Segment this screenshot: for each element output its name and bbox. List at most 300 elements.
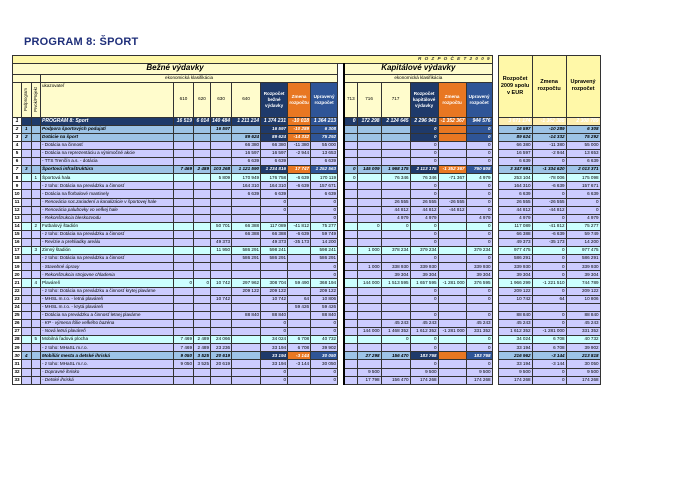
total-adjusted: 977 475 <box>566 247 600 255</box>
val-610 <box>174 174 194 182</box>
total-adjusted: 209 122 <box>566 287 600 295</box>
val-630 <box>211 368 232 376</box>
capital-budget: 379 234 <box>410 247 438 255</box>
capital-change: -1 281 000 <box>438 279 466 287</box>
val-620: 2 489 <box>194 166 211 174</box>
total-budget: 10 742 <box>498 295 532 303</box>
val-716 <box>357 182 381 190</box>
total-adjusted: 45 243 <box>566 319 600 327</box>
val-717 <box>381 149 410 157</box>
val-610 <box>174 311 194 319</box>
val-716 <box>357 198 381 206</box>
val-630 <box>211 303 232 311</box>
val-640 <box>232 303 261 311</box>
subprogram-number <box>22 368 32 376</box>
total-adjusted: 331 352 <box>566 328 600 336</box>
current-adjusted: 75 292 <box>311 133 338 141</box>
val-630 <box>211 328 232 336</box>
table-row <box>13 336 601 344</box>
capital-adjusted: 944 576 <box>466 117 492 125</box>
val-717 <box>381 239 410 247</box>
total-budget: 4 979 <box>498 214 532 222</box>
row-number: 24 <box>13 303 22 311</box>
val-620 <box>194 190 211 198</box>
subprogram-number <box>22 182 32 190</box>
current-adjusted: 157 671 <box>311 182 338 190</box>
val-640: 1 121 590 <box>232 166 261 174</box>
val-716: 145 009 <box>357 166 381 174</box>
total-change: 64 <box>532 295 566 303</box>
subprogram-number <box>22 190 32 198</box>
val-630: 10 742 <box>211 295 232 303</box>
val-640 <box>232 295 261 303</box>
subprogram-number <box>22 214 32 222</box>
table-row <box>13 247 601 255</box>
val-620 <box>194 158 211 166</box>
total-change: 0 <box>532 247 566 255</box>
current-budget: 0 <box>261 368 288 376</box>
total-budget: 45 243 <box>498 319 532 327</box>
table-row <box>13 166 601 174</box>
val-610 <box>174 328 194 336</box>
current-budget <box>261 214 288 222</box>
current-change <box>288 214 311 222</box>
total-adjusted: 213 818 <box>566 352 600 360</box>
project-number: 5 <box>31 336 41 344</box>
val-620: 2 489 <box>194 344 211 352</box>
total-budget: 6 639 <box>498 190 532 198</box>
subprogram-number <box>22 158 32 166</box>
current-budget: 6 639 <box>261 158 288 166</box>
val-713: 0 <box>344 117 357 125</box>
current-change: -10 289 <box>288 125 311 133</box>
table-row <box>13 352 601 360</box>
total-budget: 26 555 <box>498 198 532 206</box>
val-717 <box>381 133 410 141</box>
current-adjusted: 1 252 563 <box>311 166 338 174</box>
budget-banner: R O Z P O Č E T 2 0 0 9 <box>13 56 493 64</box>
val-640: 297 962 <box>232 279 261 287</box>
val-716 <box>357 271 381 279</box>
val-713 <box>344 295 357 303</box>
table-row <box>13 222 601 230</box>
total-change: 0 <box>532 190 566 198</box>
row-label: Futbalový štadión <box>41 222 174 230</box>
val-640 <box>232 328 261 336</box>
row-label: - Renovácia palubovky vo veľkej hale <box>41 206 174 214</box>
capital-adjusted: 0 <box>466 255 492 263</box>
project-number <box>31 182 41 190</box>
val-640: 586 291 <box>232 247 261 255</box>
val-620 <box>194 287 211 295</box>
project-number <box>31 328 41 336</box>
total-adjusted: 39 304 <box>566 271 600 279</box>
current-change: -3 144 <box>288 352 311 360</box>
val-713 <box>344 230 357 238</box>
table-row <box>13 271 601 279</box>
total-adjusted: 59 749 <box>566 230 600 238</box>
val-716 <box>357 230 381 238</box>
row-label: - Dotácia na činnosť <box>41 141 174 149</box>
total-adjusted: 0 <box>566 198 600 206</box>
budget-table <box>12 55 601 385</box>
val-716 <box>357 133 381 141</box>
val-640: 6 639 <box>232 190 261 198</box>
capital-adjusted: 379 234 <box>466 247 492 255</box>
val-640 <box>232 198 261 206</box>
project-number <box>31 344 41 352</box>
val-630: 10 742 <box>211 279 232 287</box>
val-630 <box>211 133 232 141</box>
val-717: 338 930 <box>381 263 410 271</box>
row-label: - KP - výmena fólie veľkého bazéna <box>41 319 174 327</box>
val-713 <box>344 311 357 319</box>
total-change: -3 144 <box>532 360 566 368</box>
val-620 <box>194 206 211 214</box>
total-adjusted: 157 671 <box>566 182 600 190</box>
val-630 <box>211 214 232 222</box>
current-change: 17 747 <box>288 166 311 174</box>
indicator-header: ukazovateľ <box>41 82 174 117</box>
val-610 <box>174 206 194 214</box>
row-number: 9 <box>13 182 22 190</box>
val-620 <box>194 319 211 327</box>
val-610 <box>174 376 194 384</box>
current-budget: 66 388 <box>261 230 288 238</box>
current-change-header: Zmena rozpočtu <box>288 82 311 117</box>
table-row <box>13 174 601 182</box>
subprogram-number <box>22 198 32 206</box>
current-change <box>288 255 311 263</box>
capital-change <box>438 368 466 376</box>
subprogram-number <box>22 328 32 336</box>
capital-adjusted: 0 <box>466 344 492 352</box>
capital-change <box>438 133 466 141</box>
val-640 <box>232 239 261 247</box>
val-610: 9 050 <box>174 352 194 360</box>
current-adjusted: 368 194 <box>311 279 338 287</box>
current-budget <box>261 271 288 279</box>
total-adjusted: 744 789 <box>566 279 600 287</box>
project-number <box>31 360 41 368</box>
current-change <box>288 271 311 279</box>
val-610 <box>174 190 194 198</box>
val-713 <box>344 328 357 336</box>
capital-adjusted: 0 <box>466 287 492 295</box>
current-change <box>288 328 311 336</box>
current-change <box>288 198 311 206</box>
total-change: 0 <box>532 255 566 263</box>
total-change: 0 <box>532 263 566 271</box>
val-713 <box>344 279 357 287</box>
capital-budget-header: Rozpočet kapitálové výdavky <box>410 82 438 117</box>
val-610 <box>174 149 194 157</box>
project-number: 2 <box>31 222 41 230</box>
subprogram-number <box>22 230 32 238</box>
current-adjusted: 59 426 <box>311 303 338 311</box>
capital-expenses-header: Kapitálové výdavky <box>344 63 492 74</box>
val-717 <box>381 295 410 303</box>
val-717: 1 468 352 <box>381 328 410 336</box>
project-number <box>31 125 41 133</box>
val-716 <box>357 255 381 263</box>
row-label: Dotácie na šport <box>41 133 174 141</box>
subprogram-number <box>22 141 32 149</box>
current-budget: 88 840 <box>261 311 288 319</box>
current-budget: 49 373 <box>261 239 288 247</box>
total-adjusted: 175 098 <box>566 174 600 182</box>
capital-adjusted: 376 595 <box>466 279 492 287</box>
row-number: 10 <box>13 190 22 198</box>
val-610 <box>174 319 194 327</box>
total-change: -11 380 <box>532 141 566 149</box>
capital-budget: 0 <box>410 287 438 295</box>
capital-change <box>438 149 466 157</box>
capital-budget <box>410 303 438 311</box>
val-716 <box>357 344 381 352</box>
val-640 <box>232 368 261 376</box>
val-620 <box>194 368 211 376</box>
val-610 <box>174 198 194 206</box>
current-budget: 33 194 <box>261 352 288 360</box>
val-610 <box>174 222 194 230</box>
capital-budget: 0 <box>410 295 438 303</box>
val-713 <box>344 190 357 198</box>
current-change: 64 <box>288 295 311 303</box>
capital-change <box>438 182 466 190</box>
total-adjusted: 6 639 <box>566 158 600 166</box>
current-change: 6 708 <box>288 336 311 344</box>
table-row <box>13 182 601 190</box>
row-number: 22 <box>13 287 22 295</box>
val-640 <box>232 360 261 368</box>
project-number <box>31 133 41 141</box>
val-716 <box>357 158 381 166</box>
val-640 <box>232 352 261 360</box>
subprogram-number <box>22 311 32 319</box>
val-716 <box>357 319 381 327</box>
current-change: 59 426 <box>288 303 311 311</box>
current-adjusted: 6 639 <box>311 158 338 166</box>
val-713 <box>344 182 357 190</box>
total-adjusted: 9 500 <box>566 368 600 376</box>
val-630: 16 597 <box>211 125 232 133</box>
capital-change <box>438 263 466 271</box>
val-717 <box>381 230 410 238</box>
val-630 <box>211 149 232 157</box>
total-adjusted: 10 806 <box>566 295 600 303</box>
row-number: 31 <box>13 360 22 368</box>
total-budget: 89 624 <box>498 133 532 141</box>
subprogram-number: 3 <box>22 166 32 174</box>
val-717: 0 <box>381 222 410 230</box>
current-change: 59 490 <box>288 279 311 287</box>
val-716 <box>357 311 381 319</box>
row-label: Zimný štadión <box>41 247 174 255</box>
capital-change: -1 281 000 <box>438 328 466 336</box>
val-713 <box>344 271 357 279</box>
total-budget: 44 812 <box>498 206 532 214</box>
subprogram-number <box>22 319 32 327</box>
capital-adjusted: 0 <box>466 206 492 214</box>
subprogram-number <box>22 376 32 384</box>
current-budget: 33 194 <box>261 360 288 368</box>
val-717: 1 968 175 <box>381 166 410 174</box>
current-adjusted: 59 749 <box>311 230 338 238</box>
project-number <box>31 368 41 376</box>
subprogram-number <box>22 303 32 311</box>
code-630: 630 <box>211 82 232 117</box>
row-number: 4 <box>13 141 22 149</box>
val-630 <box>211 311 232 319</box>
subprogram-number <box>22 247 32 255</box>
total-adjusted <box>566 303 600 311</box>
val-620 <box>194 141 211 149</box>
subprogram-number <box>22 336 32 344</box>
current-adjusted: 55 000 <box>311 141 338 149</box>
row-number: 14 <box>13 222 22 230</box>
val-716: 27 298 <box>357 352 381 360</box>
project-number <box>31 263 41 271</box>
total-adjusted: 55 000 <box>566 141 600 149</box>
row-label: - Dotácia na florbalové mantinely <box>41 190 174 198</box>
total-budget: 3 347 991 <box>498 166 532 174</box>
current-adjusted: 0 <box>311 319 338 327</box>
row-label: - Detské ihriská <box>41 376 174 384</box>
val-716: 1 000 <box>357 247 381 255</box>
row-label: - z toho: MHaSL m.r.o. <box>41 344 174 352</box>
val-620 <box>194 247 211 255</box>
table-row <box>13 360 601 368</box>
subprogram-number <box>22 271 32 279</box>
total-change-header: Zmena rozpočtu <box>532 56 566 118</box>
val-620: 0 <box>194 279 211 287</box>
current-adjusted: 6 308 <box>311 125 338 133</box>
code-610: 610 <box>174 82 194 117</box>
current-budget-header: Rozpočet bežné výdavky <box>261 82 288 117</box>
val-620 <box>194 239 211 247</box>
total-budget: 1 966 299 <box>498 279 532 287</box>
capital-adjusted: 0 <box>466 336 492 344</box>
capital-change <box>438 230 466 238</box>
val-717 <box>381 182 410 190</box>
current-change <box>288 319 311 327</box>
capital-adjusted: 4 979 <box>466 174 492 182</box>
val-716: 9 500 <box>357 368 381 376</box>
subprogram-number <box>22 295 32 303</box>
val-610 <box>174 271 194 279</box>
row-label: Športová hala <box>41 174 174 182</box>
table-row <box>13 149 601 157</box>
val-610: 7 469 <box>174 344 194 352</box>
val-620 <box>194 149 211 157</box>
val-713 <box>344 222 357 230</box>
table-row <box>13 125 601 133</box>
row-number: 28 <box>13 336 22 344</box>
val-640: 66 388 <box>232 222 261 230</box>
capital-change: -1 352 367 <box>438 166 466 174</box>
total-budget: 586 291 <box>498 255 532 263</box>
val-640: 170 949 <box>232 174 261 182</box>
total-change: -6 639 <box>532 230 566 238</box>
val-630 <box>211 263 232 271</box>
project-number <box>31 255 41 263</box>
row-label: - Renovácia soc.zariadení a kanalizácie v športovej hale <box>41 198 174 206</box>
total-budget: 16 597 <box>498 149 532 157</box>
total-change: 0 <box>532 271 566 279</box>
val-630 <box>211 271 232 279</box>
capital-budget: 4 979 <box>410 214 438 222</box>
total-change: 6 708 <box>532 344 566 352</box>
total-budget: 88 840 <box>498 311 532 319</box>
val-610 <box>174 295 194 303</box>
capital-adjusted: 45 243 <box>466 319 492 327</box>
total-adjusted: 75 292 <box>566 133 600 141</box>
row-label: - Dopravné ihrisko <box>41 368 174 376</box>
val-630: 11 950 <box>211 247 232 255</box>
val-630 <box>211 198 232 206</box>
val-610 <box>174 214 194 222</box>
total-change: 0 <box>532 214 566 222</box>
current-change <box>288 206 311 214</box>
total-change: -3 144 <box>532 352 566 360</box>
val-630 <box>211 158 232 166</box>
val-640: 16 597 <box>232 149 261 157</box>
capital-budget: 76 346 <box>410 174 438 182</box>
current-adjusted: 88 840 <box>311 311 338 319</box>
table-row <box>13 311 601 319</box>
val-716: 144 000 <box>357 328 381 336</box>
val-716: 172 298 <box>357 117 381 125</box>
page-title: PROGRAM 8: ŠPORT <box>24 36 139 48</box>
subprogram-number: 2 <box>22 133 32 141</box>
subprogram-number <box>22 344 32 352</box>
val-640: 1 211 214 <box>232 117 261 125</box>
capital-budget: 1 657 595 <box>410 279 438 287</box>
capital-change <box>438 287 466 295</box>
current-change <box>288 158 311 166</box>
capital-adjusted: 0 <box>466 222 492 230</box>
val-640: 89 624 <box>232 133 261 141</box>
current-change <box>288 376 311 384</box>
current-change: 6 708 <box>288 344 311 352</box>
val-716 <box>357 336 381 344</box>
val-610 <box>174 230 194 238</box>
table-row <box>13 133 601 141</box>
total-change: -35 173 <box>532 239 566 247</box>
table-row <box>13 230 601 238</box>
table-row <box>13 376 601 384</box>
current-adjusted: 13 653 <box>311 149 338 157</box>
total-change <box>532 303 566 311</box>
row-number: 13 <box>13 214 22 222</box>
project-number <box>31 287 41 295</box>
total-budget: 216 962 <box>498 352 532 360</box>
row-label: - z toho: Dotácia na prevádzku a činnosť <box>41 182 174 190</box>
total-adjusted: 0 <box>566 206 600 214</box>
current-budget: 176 758 <box>261 174 288 182</box>
val-717: 378 234 <box>381 247 410 255</box>
total-change: -1 362 385 <box>532 117 566 125</box>
current-budget: 0 <box>261 319 288 327</box>
row-number: 27 <box>13 328 22 336</box>
capital-adjusted: 0 <box>466 295 492 303</box>
current-change: -14 332 <box>288 133 311 141</box>
capital-budget: 9 500 <box>410 368 438 376</box>
capital-change-header: Zmena rozpočtu <box>438 82 466 117</box>
capital-adjusted: 0 <box>466 149 492 157</box>
val-717 <box>381 311 410 319</box>
